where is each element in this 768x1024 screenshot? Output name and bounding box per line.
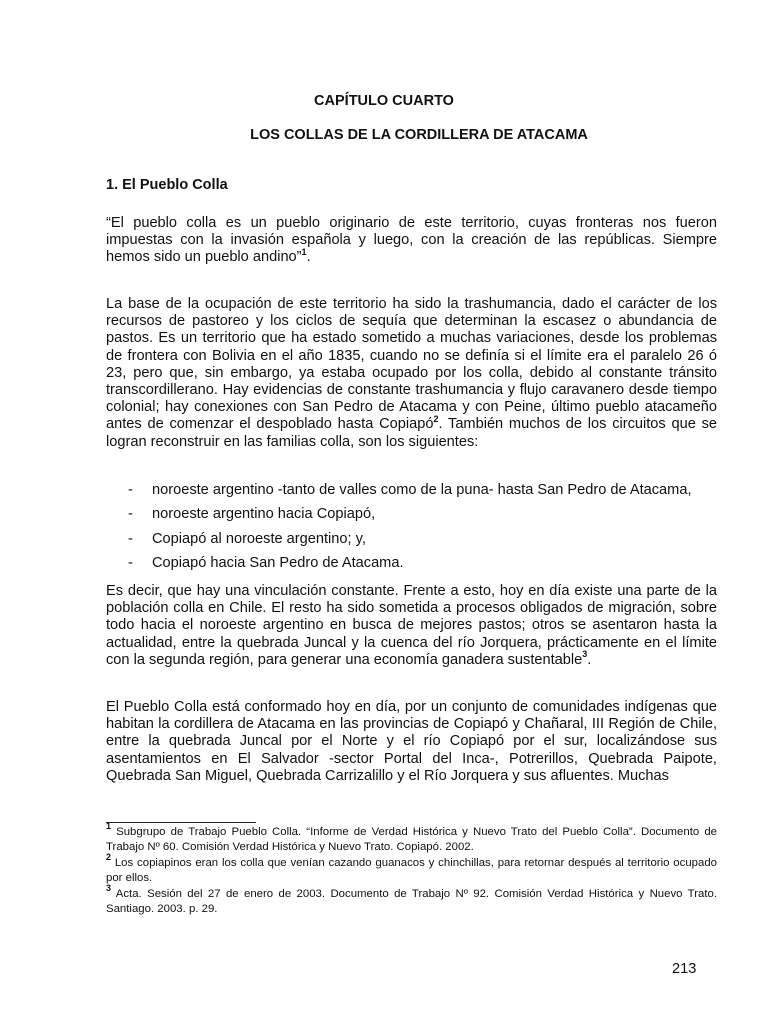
linkage-paragraph — [106, 583, 717, 669]
route-text: Copiapó hacia San Pedro de Atacama. — [152, 554, 404, 571]
route-item — [106, 482, 717, 506]
footnote-3 — [106, 883, 717, 916]
quote-end: . — [306, 249, 311, 266]
footnote-text: Subgrupo de Trabajo Pueblo Colla. “Informe de Verdad Histórica y Nuevo Trato del Pueblo Colla”. Documento de Trabajo Nº 60. Comisión Verdad Histórica y Nuevo Trato. Copiapó. 2002. — [106, 826, 717, 853]
route-item — [106, 531, 717, 555]
footnote-text: Acta. Sesión del 27 de enero de 2003. Documento de Trabajo Nº 92. Comisión Verdad Histórica y Nuevo Trato. Santiago. 2003. p. 29. — [106, 888, 717, 915]
footnote-separator — [106, 822, 256, 823]
list-dash: - — [128, 506, 133, 523]
route-text: noroeste argentino hacia Copiapó, — [152, 506, 376, 523]
footnote-number: 3 — [106, 883, 112, 894]
chapter-title: CAPÍTULO CUARTO — [314, 93, 454, 109]
route-item — [106, 506, 717, 530]
quote-text: “El pueblo colla es un pueblo originario de este territorio, cuyas fronteras nos fueron impuestas con la invasión española y luego, con la creación de las repúblicas. Siempre hemos sido un pueblo andino” — [106, 215, 717, 266]
list-dash: - — [128, 554, 133, 571]
linkage-end: . — [587, 651, 592, 668]
footnote-1 — [106, 821, 717, 854]
footnote-ref-3: 3 — [582, 648, 588, 659]
footnote-number: 2 — [106, 852, 112, 863]
footnote-ref-2: 2 — [433, 413, 439, 424]
occupation-text: La base de la ocupación de este territorio ha sido la trashumancia, dado el carácter de los recursos de pastoreo y los ciclos de sequía que determinan la escasez o abundancia de pastos. Es un territorio que ha estado sometido a muchas variaciones, desde los problemas de frontera con Bolivia en el año 1835, cuando no se definía si el límite era el paralelo 26 ó 23, pero que, sin embargo, ya estaba ocupado por los colla, debido al constante tránsito transcordillerano. Hay evidencias de constante trashumancia y flujo caravanero desde tiempo colonial; hay conexiones con San Pedro de Atacama y con Peine, último pueblo atacameño antes de comenzar el despoblado hasta Copiapó — [106, 296, 717, 433]
footnote-number: 1 — [106, 821, 112, 832]
composition-paragraph: El Pueblo Colla está conformado hoy en día, por un conjunto de comunidades indígenas que habitan la cordillera de Atacama en las provincias de Copiapó y Chañaral, III Región de Chile, entre la quebrada Juncal por el Norte y el río Copiapó por el sur, localizándose sus asentamientos en El Salvador -sector Portal del Inca-, Potrerillos, Quebrada Paipote, Quebrada San Miguel, Quebrada Carrizalillo y el Río Jorquera y sus afluentes. Muchas — [106, 699, 717, 784]
footnote-ref-1: 1 — [301, 246, 307, 257]
occupation-continuation: . También muchos de los circuitos que se logran reconstruir en las familias colla, son los siguientes: — [106, 416, 717, 450]
occupation-paragraph — [106, 296, 717, 451]
linkage-text: Es decir, que hay una vinculación constante. Frente a esto, hoy en día existe una parte de la población colla en Chile. El resto ha sido sometida a procesos obligados de migración, sobre todo hacia el noroeste argentino en busca de mejores pastos; otros se asentaron hasta la actualidad, entre la quebrada Juncal y la cuenca del río Jorquera, prácticamente en el límite con la segunda región, para generar una economía ganadera sustentable — [106, 583, 717, 668]
route-item — [106, 555, 717, 579]
footnote-2 — [106, 852, 717, 885]
list-dash: - — [128, 482, 133, 498]
page-number: 213 — [672, 961, 697, 977]
list-dash: - — [128, 530, 133, 547]
route-list — [106, 482, 717, 579]
chapter-subtitle: LOS COLLAS DE LA CORDILLERA DE ATACAMA — [250, 127, 588, 143]
route-text: Copiapó al noroeste argentino; y, — [152, 530, 366, 547]
route-text: noroeste argentino -tanto de valles como de la puna- hasta San Pedro de Atacama, — [152, 482, 692, 498]
section-heading: 1. El Pueblo Colla — [106, 177, 228, 193]
quote-paragraph — [106, 215, 717, 267]
footnote-text: Los copiapinos eran los colla que venían cazando guanacos y chinchillas, para retornar después al territorio ocupado por ellos. — [106, 857, 717, 884]
